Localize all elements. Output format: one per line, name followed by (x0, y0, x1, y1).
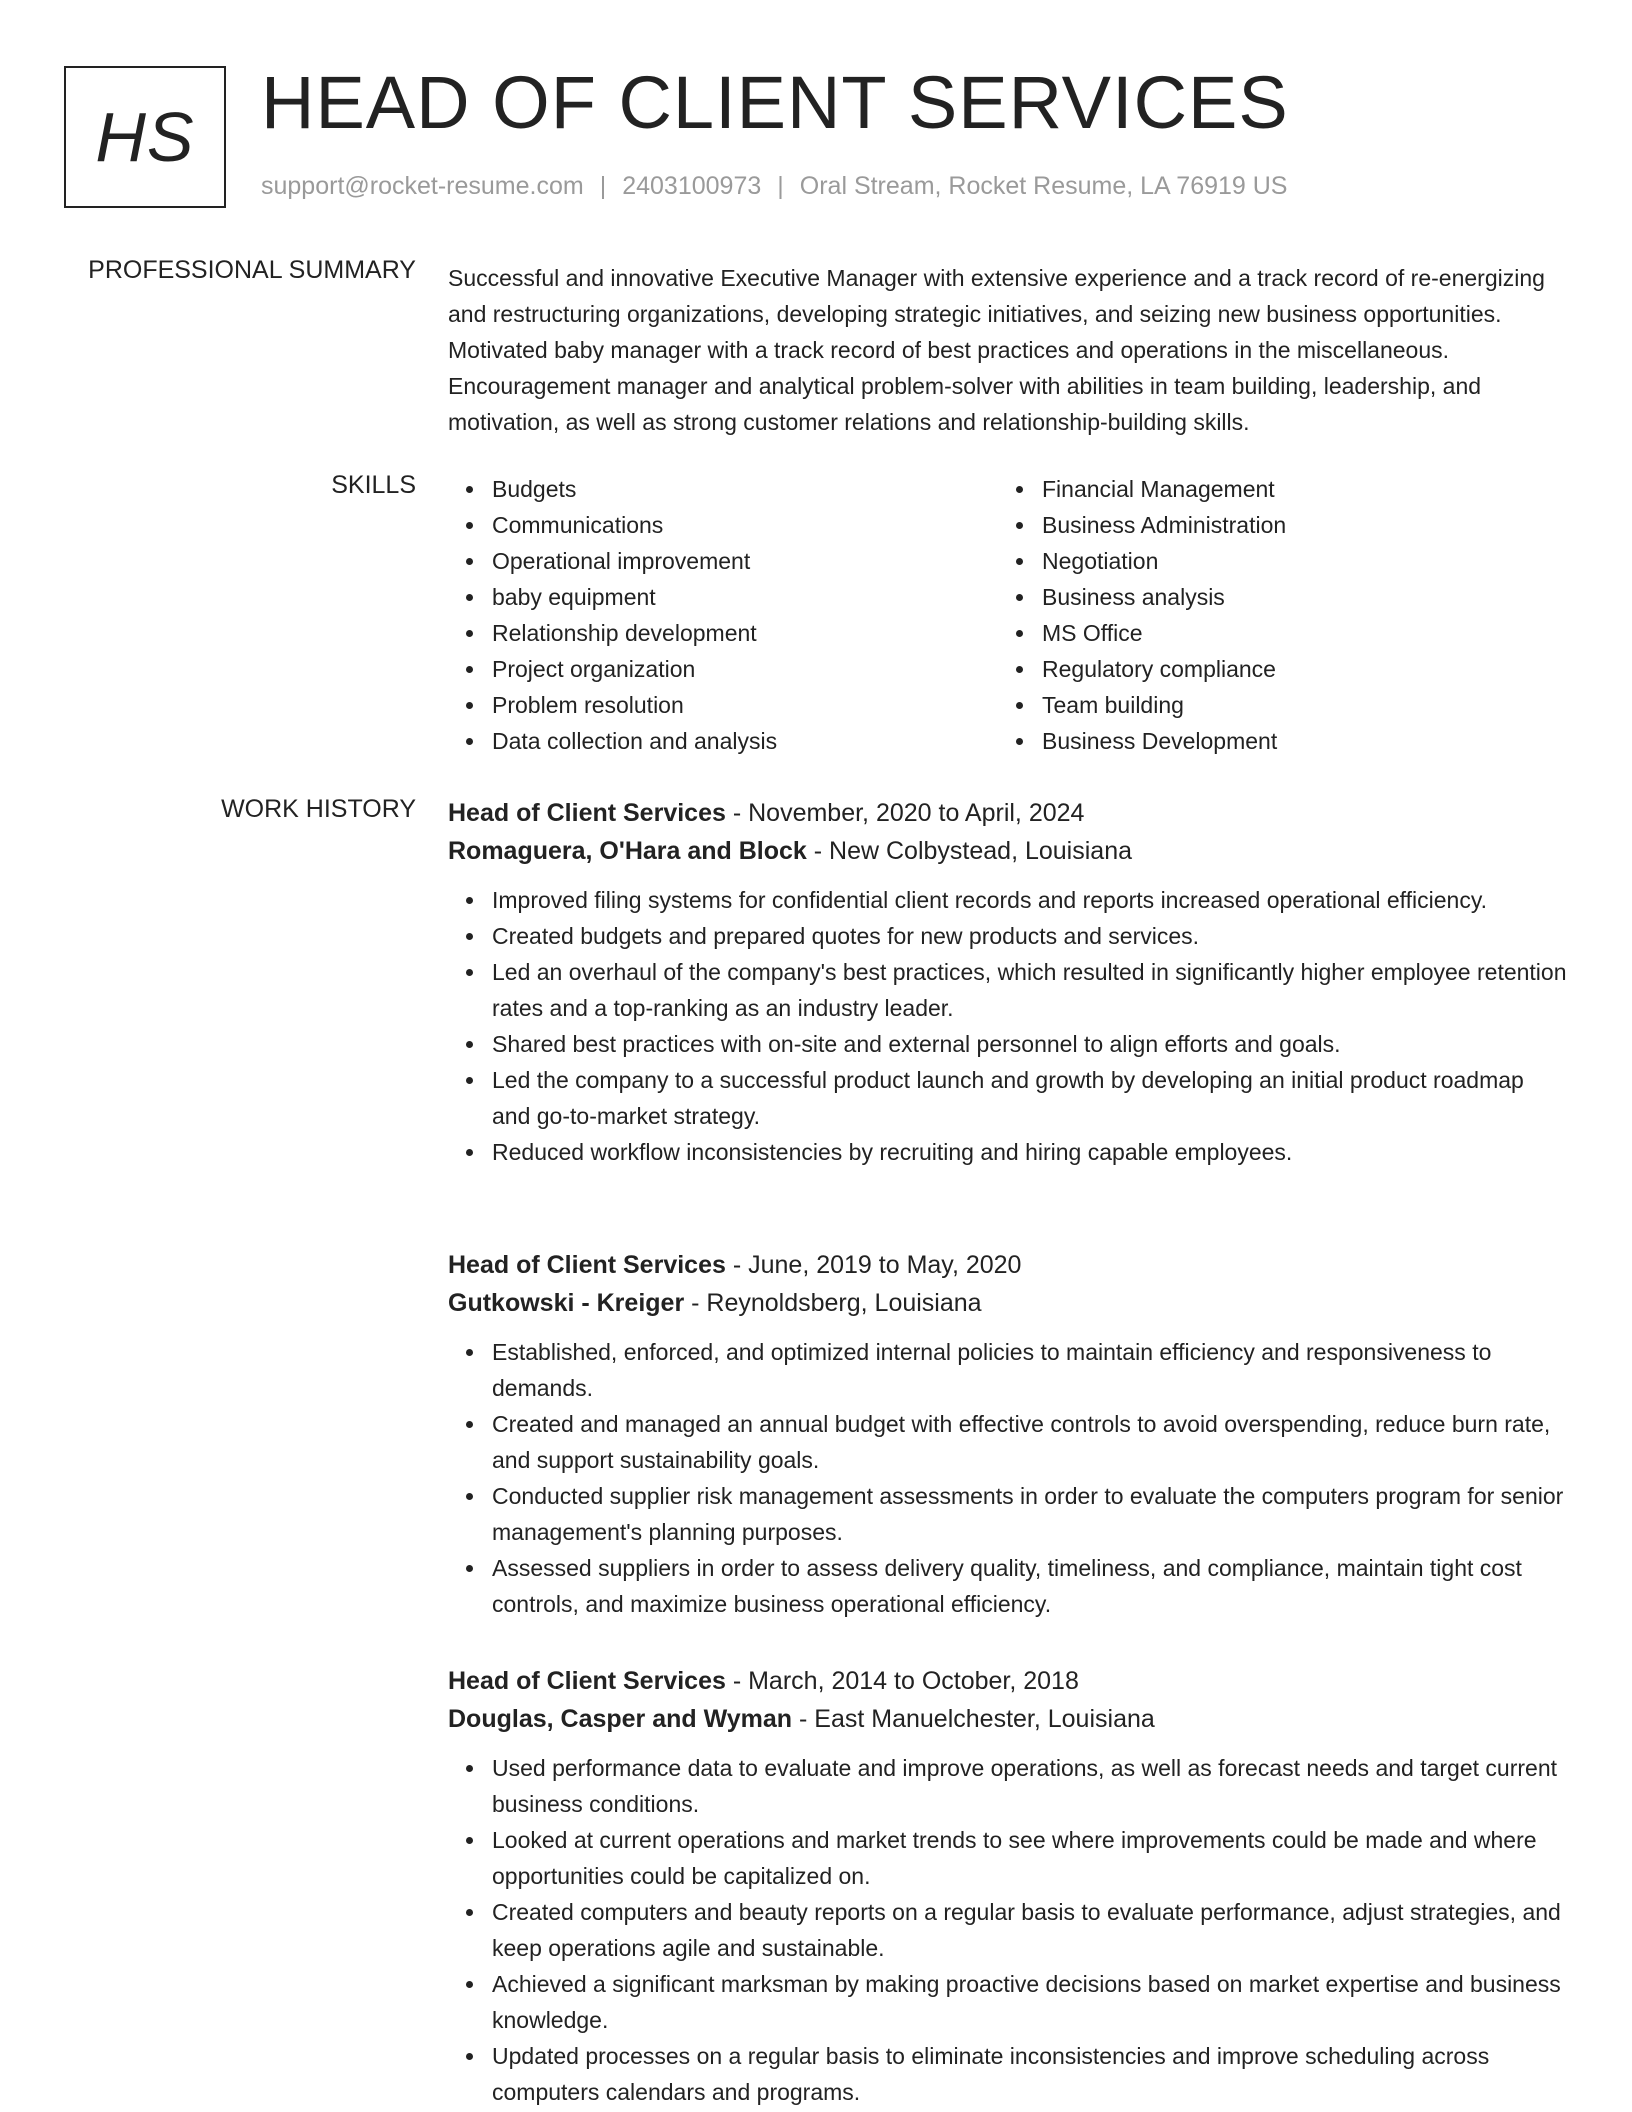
section-label-work-history: WORK HISTORY (221, 795, 416, 823)
job-duty: Updated processes on a regular basis to eliminate inconsistencies and improve scheduling across computers calendars and programs. (492, 2038, 1568, 2110)
job-duty: Created budgets and prepared quotes for new products and services. (492, 918, 1568, 954)
job-dates: - November, 2020 to April, 2024 (725, 799, 1085, 827)
skill-item: Business Administration (1042, 507, 1548, 543)
job-entry (448, 1246, 1568, 1622)
job-duty: Established, enforced, and optimized internal policies to maintain efficiency and responsiveness to demands. (492, 1334, 1568, 1406)
job-duty: Achieved a significant marksman by making proactive decisions based on market expertise and business knowledge. (492, 1966, 1568, 2038)
skill-item: MS Office (1042, 615, 1548, 651)
skill-item: Team building (1042, 687, 1548, 723)
job-title-line (448, 794, 1568, 832)
skill-item: Financial Management (1042, 471, 1548, 507)
monogram-initials: HS (95, 98, 195, 176)
job-location: - Reynoldsberg, Louisiana (684, 1289, 982, 1317)
job-duty: Conducted supplier risk management assessments in order to evaluate the computers program for senior management's planning purposes. (492, 1478, 1568, 1550)
job-company-line (448, 1700, 1568, 1738)
skills-column-left (448, 471, 998, 759)
job-title-line (448, 1246, 1568, 1284)
job-location: - East Manuelchester, Louisiana (792, 1705, 1155, 1733)
job-duty: Reduced workflow inconsistencies by recruiting and hiring capable employees. (492, 1134, 1568, 1170)
skill-item: Budgets (492, 471, 998, 507)
job-title-line (448, 1662, 1568, 1700)
job-entry (448, 794, 1568, 1170)
summary-text: Successful and innovative Executive Manager with extensive experience and a track record of re-energizing and restructuring organizations, developing strategic initiatives, and seizing new business opportunities. Motivated baby manager with a track record of best practices and operations in the miscellaneous. Encouragement manager and analytical problem-solver with abilities in team building, leadership, and motivation, as well as strong customer relations and relationship-building skills. (448, 265, 1545, 435)
job-company: Gutkowski - Kreiger (448, 1289, 685, 1317)
contact-line (261, 172, 1288, 201)
skills-column-right (998, 471, 1548, 759)
section-label-summary: PROFESSIONAL SUMMARY (88, 256, 416, 284)
job-duties (448, 1750, 1568, 2110)
job-dates: - March, 2014 to October, 2018 (725, 1667, 1079, 1695)
job-company-line (448, 1284, 1568, 1322)
job-duties (448, 1334, 1568, 1622)
skills-list (448, 471, 1568, 759)
skill-item: Problem resolution (492, 687, 998, 723)
job-duty: Looked at current operations and market trends to see where improvements could be made and where opportunities could be capitalized on. (492, 1822, 1568, 1894)
monogram-badge (64, 66, 226, 208)
job-dates: - June, 2019 to May, 2020 (725, 1251, 1022, 1279)
skill-item: Business analysis (1042, 579, 1548, 615)
contact-phone: 2403100973 (622, 172, 762, 200)
job-duty: Assessed suppliers in order to assess delivery quality, timeliness, and compliance, maintain tight cost controls, and maximize business operational efficiency. (492, 1550, 1568, 1622)
contact-separator: | (599, 172, 607, 200)
contact-address: Oral Stream, Rocket Resume, LA 76919 US (799, 172, 1288, 200)
job-company-line (448, 832, 1568, 870)
skill-item: Negotiation (1042, 543, 1548, 579)
job-duty: Used performance data to evaluate and improve operations, as well as forecast needs and target current business conditions. (492, 1750, 1568, 1822)
job-duty: Improved filing systems for confidential client records and reports increased operational efficiency. (492, 882, 1568, 918)
job-title: Head of Client Services (448, 799, 726, 827)
skill-item: Regulatory compliance (1042, 651, 1548, 687)
job-entry (448, 1662, 1568, 2110)
job-duty: Created computers and beauty reports on a regular basis to evaluate performance, adjust strategies, and keep operations agile and sustainable. (492, 1894, 1568, 1966)
skill-item: Project organization (492, 651, 998, 687)
skill-item: Operational improvement (492, 543, 998, 579)
skill-item: baby equipment (492, 579, 998, 615)
skill-item: Business Development (1042, 723, 1548, 759)
job-company: Douglas, Casper and Wyman (448, 1705, 793, 1733)
skill-item: Data collection and analysis (492, 723, 998, 759)
job-title: Head of Client Services (448, 1251, 726, 1279)
job-duties (448, 882, 1568, 1170)
job-duty: Created and managed an annual budget with effective controls to avoid overspending, reduce burn rate, and support sustainability goals. (492, 1406, 1568, 1478)
job-title: Head of Client Services (448, 1667, 726, 1695)
job-location: - New Colbystead, Louisiana (806, 837, 1132, 865)
contact-separator: | (777, 172, 784, 200)
job-duty: Led an overhaul of the company's best practices, which resulted in significantly higher employee retention rates and a top-ranking as an industry leader. (492, 954, 1568, 1026)
section-label-skills: SKILLS (331, 471, 416, 499)
job-duty: Led the company to a successful product launch and growth by developing an initial product roadmap and go-to-market strategy. (492, 1062, 1568, 1134)
skill-item: Communications (492, 507, 998, 543)
job-duty: Shared best practices with on-site and external personnel to align efforts and goals. (492, 1026, 1568, 1062)
job-company: Romaguera, O'Hara and Block (448, 837, 807, 865)
contact-email: support@rocket-resume.com (261, 172, 584, 200)
skill-item: Relationship development (492, 615, 998, 651)
resume-title: HEAD OF CLIENT SERVICES (261, 61, 1289, 144)
